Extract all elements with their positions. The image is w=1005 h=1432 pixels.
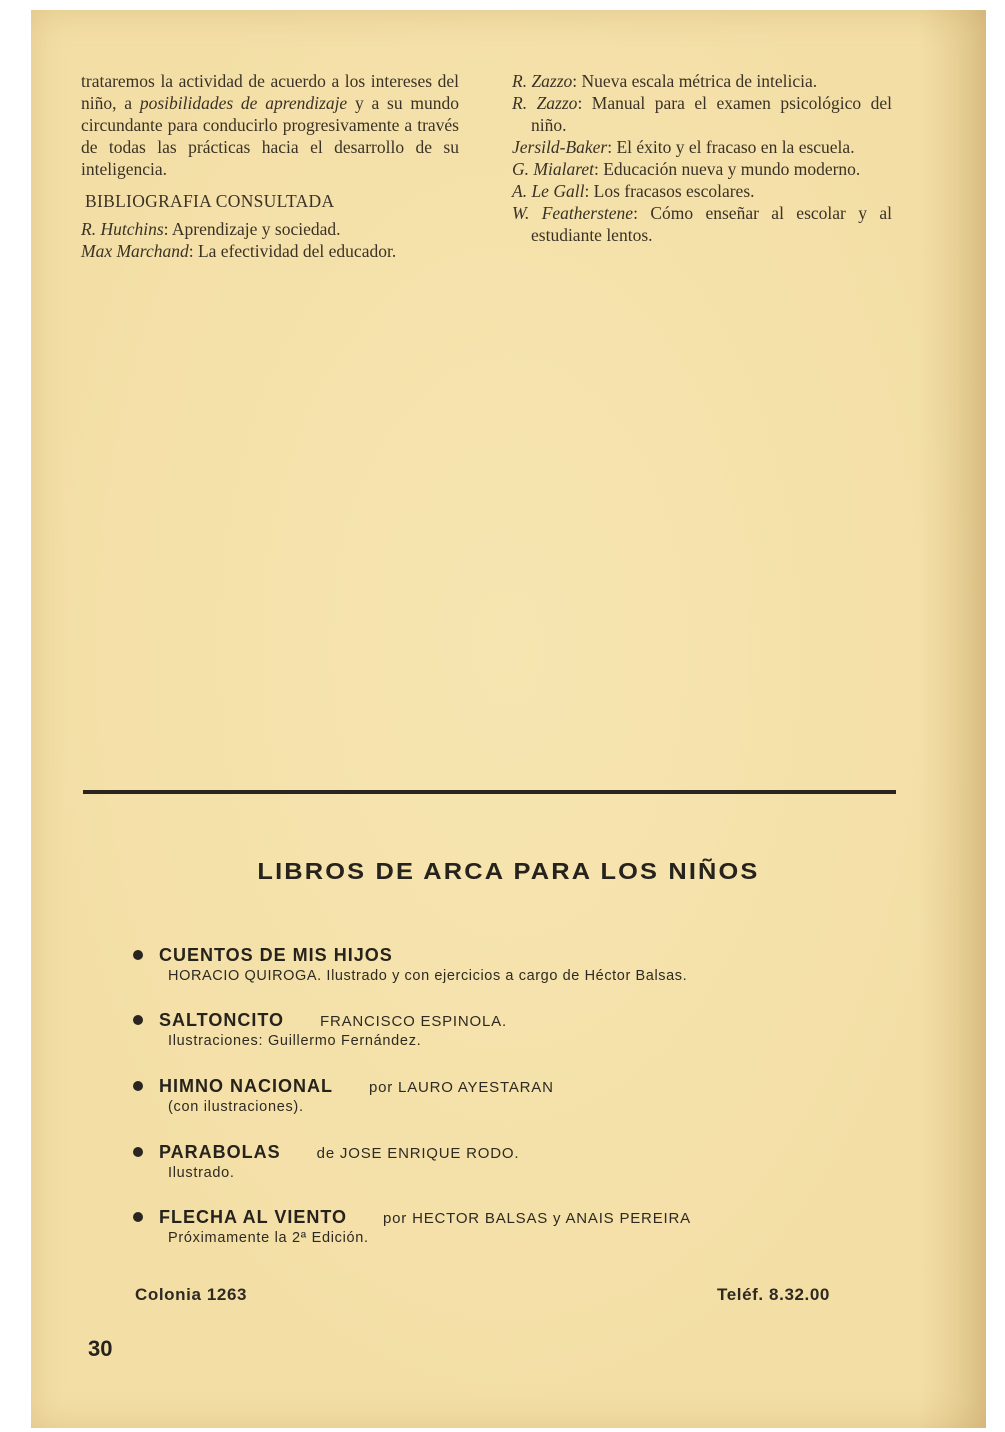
bibliography-title: : Nueva escala métrica de intelicia. [572,71,818,91]
bibliography-entry [81,240,459,262]
section-divider [83,790,896,794]
bibliography-author: A. Le Gall [512,181,585,201]
bibliography-entry [512,92,892,136]
bibliography-entry [512,180,892,202]
bullet-icon [133,1147,143,1157]
book-author: por LAURO AYESTARAN [369,1079,554,1096]
book-description: HORACIO QUIROGA. Ilustrado y con ejercicios a cargo de Héctor Balsas. [168,968,688,984]
bullet-icon [133,1015,143,1025]
book-description: (con ilustraciones). [168,1099,304,1115]
book-item [133,1010,853,1049]
bibliography-title: : El éxito y el fracaso en la escuela. [607,137,855,157]
page-number: 30 [88,1336,113,1361]
bibliography-title: : Cómo enseñar al escolar y al estudiante lentos. [531,203,892,245]
paragraph-text: y a su mundo circundante para conducirlo progresivamente a través de todas las prácticas hacia el desarrollo de su inteligencia. [81,93,459,179]
bibliography-author: W. Featherstene [512,203,634,223]
bibliography-title: : Aprendizaje y sociedad. [163,219,341,239]
book-item [133,1076,853,1115]
advert-title-text: LIBROS DE ARCA PARA LOS NIÑOS [257,858,760,884]
book-title: CUENTOS DE MIS HIJOS [159,945,393,965]
bibliography-entry [81,218,459,240]
book-author: por HECTOR BALSAS y ANAIS PEREIRA [383,1210,691,1227]
bibliography-author: R. Hutchins [81,219,164,239]
book-title: FLECHA AL VIENTO [159,1207,348,1227]
bibliography-title: : La efectividad del educador. [188,241,397,261]
book-title: SALTONCITO [159,1010,285,1030]
bibliography-title: : Educación nueva y mundo moderno. [593,159,861,179]
book-description: Próximamente la 2ª Edición. [168,1230,369,1246]
bibliography-entry [512,158,892,180]
publisher-address: Colonia 1263 [135,1285,248,1304]
book-description: Ilustraciones: Guillermo Fernández. [168,1033,422,1049]
bibliography-entry [512,70,892,92]
bibliography-title: : Manual para el examen psicológico del niño. [531,93,892,135]
bibliography-author: Max Marchand [81,241,189,261]
advert-title [31,858,986,885]
book-author: de JOSE ENRIQUE RODO. [316,1145,520,1162]
book-item [133,945,853,984]
bullet-icon [133,950,143,960]
right-column [512,70,892,246]
bibliography-author: G. Mialaret [512,159,594,179]
book-item [133,1142,853,1181]
bibliography-heading: BIBLIOGRAFIA CONSULTADA [85,191,335,211]
paragraph-text: trataremos la actividad de acuerdo a los intereses del niño, a [81,71,459,113]
bibliography-author: R. Zazzo [512,93,578,113]
book-author: FRANCISCO ESPINOLA. [320,1013,507,1030]
bibliography-entry [512,136,892,158]
left-column [81,70,459,262]
book-title: PARABOLAS [159,1142,281,1162]
bibliography-entry [512,202,892,246]
bibliography-author: R. Zazzo [512,71,573,91]
bullet-icon [133,1081,143,1091]
closing-paragraph [81,70,459,180]
book-page [31,10,986,1428]
book-title: HIMNO NACIONAL [159,1076,333,1096]
book-item [133,1207,853,1246]
bibliography-author: Jersild-Baker [512,137,608,157]
bullet-icon [133,1212,143,1222]
book-description: Ilustrado. [168,1165,235,1181]
bibliography-title: : Los fracasos escolares. [584,181,755,201]
publisher-phone: Teléf. 8.32.00 [717,1285,830,1304]
paragraph-emphasis: posibilidades de aprendizaje [139,93,348,113]
